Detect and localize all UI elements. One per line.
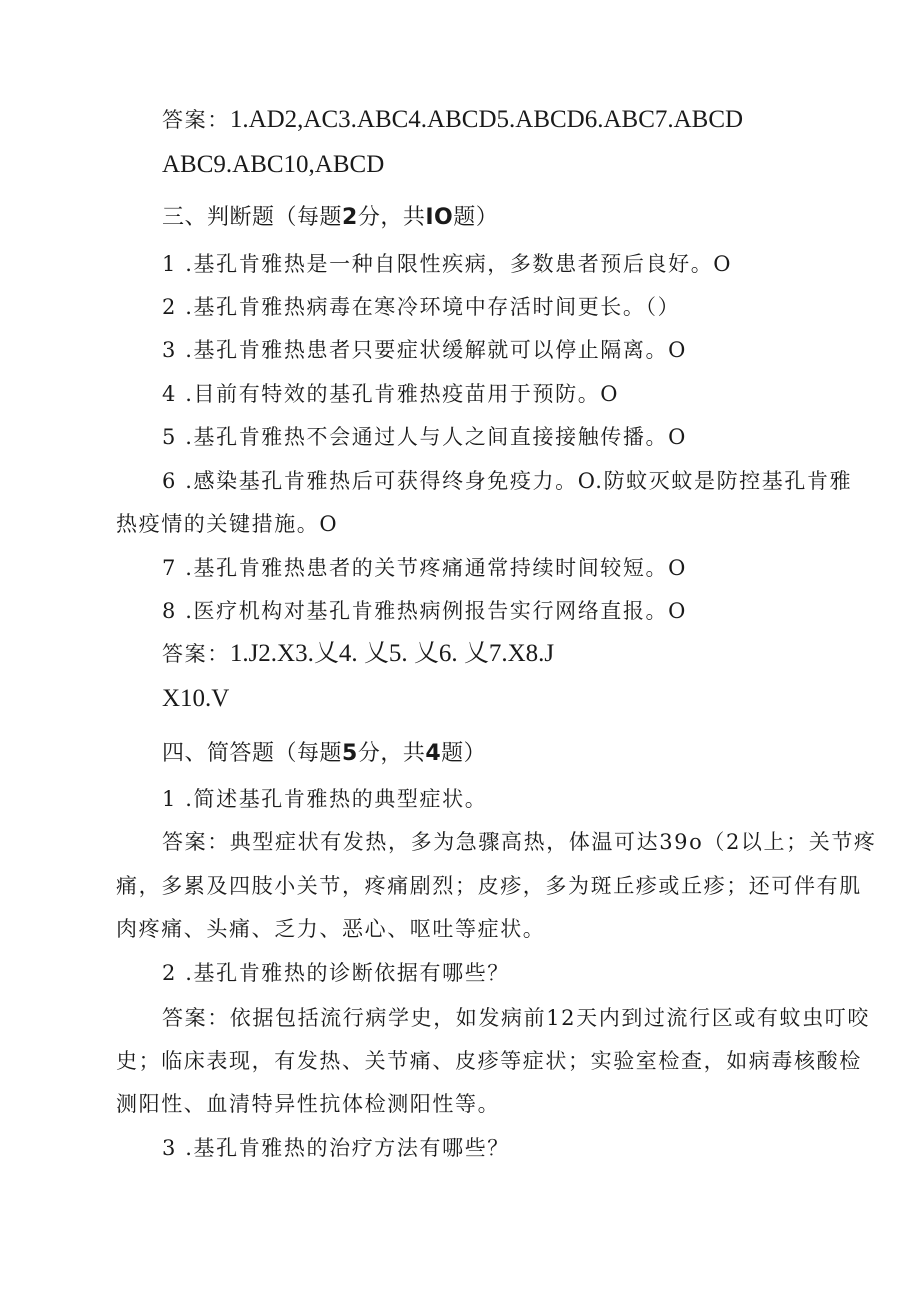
short-question: 3 .基孔肯雅热的治疗方法有哪些？ xyxy=(162,1136,510,1160)
section-4-title-suffix: 题） xyxy=(441,741,487,766)
mc-answers-values: 1.AD2,AC3.ABC4.ABCD5.ABCD6.ABC7.ABCD xyxy=(229,106,744,133)
short-question: 1 .简述基孔肯雅热的典型症状。 xyxy=(162,787,488,811)
section-3-title xyxy=(162,203,498,233)
question-item: 5 .基孔肯雅热不会通过人与人之间直接接触传播。O xyxy=(162,425,687,449)
tf-answers-line-1 xyxy=(162,640,554,668)
short-answer-line: 痛，多累及四肢小关节，疼痛剧烈；皮疹，多为斑丘疹或丘疹；还可伴有肌 xyxy=(116,874,862,898)
mc-answers-line-2: ABC9.ABC10,ABCD xyxy=(162,151,385,178)
question-item: 7 .基孔肯雅热患者的关节疼痛通常持续时间较短。O xyxy=(162,556,687,580)
question-item: 6 .感染基孔肯雅热后可获得终身免疫力。O.防蚊灭蚊是防控基孔肯雅 xyxy=(162,469,853,493)
short-answer-line: 史；临床表现，有发热、关节痛、皮疹等症状；实验室检查，如病毒核酸检 xyxy=(116,1049,862,1073)
question-item: 2 .基孔肯雅热病毒在寒冷环境中存活时间更长。（） xyxy=(162,295,681,319)
section-3-title-mid: 分，共 xyxy=(357,205,426,230)
short-answer-line: 答案：典型症状有发热，多为急骤高热，体温可达39o（2以上；关节疼 xyxy=(162,830,877,854)
tf-answers-values: 1.J2.X3.乂4. 乂5. 乂6. 乂7.X8.J xyxy=(229,640,555,667)
short-answer-line: 答案：依据包括流行病学史，如发病前12天内到过流行区或有蚊虫叮咬 xyxy=(162,1006,870,1030)
mc-answers-line-1 xyxy=(162,106,743,134)
section-3-title-suffix: 题） xyxy=(453,205,499,230)
section-4-title-points: 5 xyxy=(342,741,358,766)
section-4-title xyxy=(162,739,486,769)
short-question: 2 .基孔肯雅热的诊断依据有哪些？ xyxy=(162,961,510,985)
section-4-title-count: 4 xyxy=(425,741,442,766)
question-item-continuation: 热疫情的关键措施。O xyxy=(116,512,339,536)
question-item: 1 .基孔肯雅热是一种自限性疾病，多数患者预后良好。O xyxy=(162,252,733,276)
mc-answers-label: 答案： xyxy=(162,108,230,132)
short-answer-line: 测阳性、血清特异性抗体检测阳性等。 xyxy=(116,1092,501,1116)
section-3-title-prefix: 三、判断题（每题 xyxy=(162,205,343,230)
question-item: 3 .基孔肯雅热患者只要症状缓解就可以停止隔离。O xyxy=(162,338,687,362)
question-item: 8 .医疗机构对基孔肯雅热病例报告实行网络直报。O xyxy=(162,599,687,623)
section-3-title-count: IO xyxy=(425,205,454,230)
section-4-title-prefix: 四、简答题（每题 xyxy=(162,741,343,766)
question-item: 4 .目前有特效的基孔肯雅热疫苗用于预防。O xyxy=(162,382,620,406)
tf-answers-label: 答案： xyxy=(162,642,230,666)
short-answer-line: 肉疼痛、头痛、乏力、恶心、呕吐等症状。 xyxy=(116,917,546,941)
tf-answers-line-2: X10.V xyxy=(162,685,230,712)
section-3-title-points: 2 xyxy=(342,205,358,230)
section-4-title-mid: 分，共 xyxy=(357,741,426,766)
